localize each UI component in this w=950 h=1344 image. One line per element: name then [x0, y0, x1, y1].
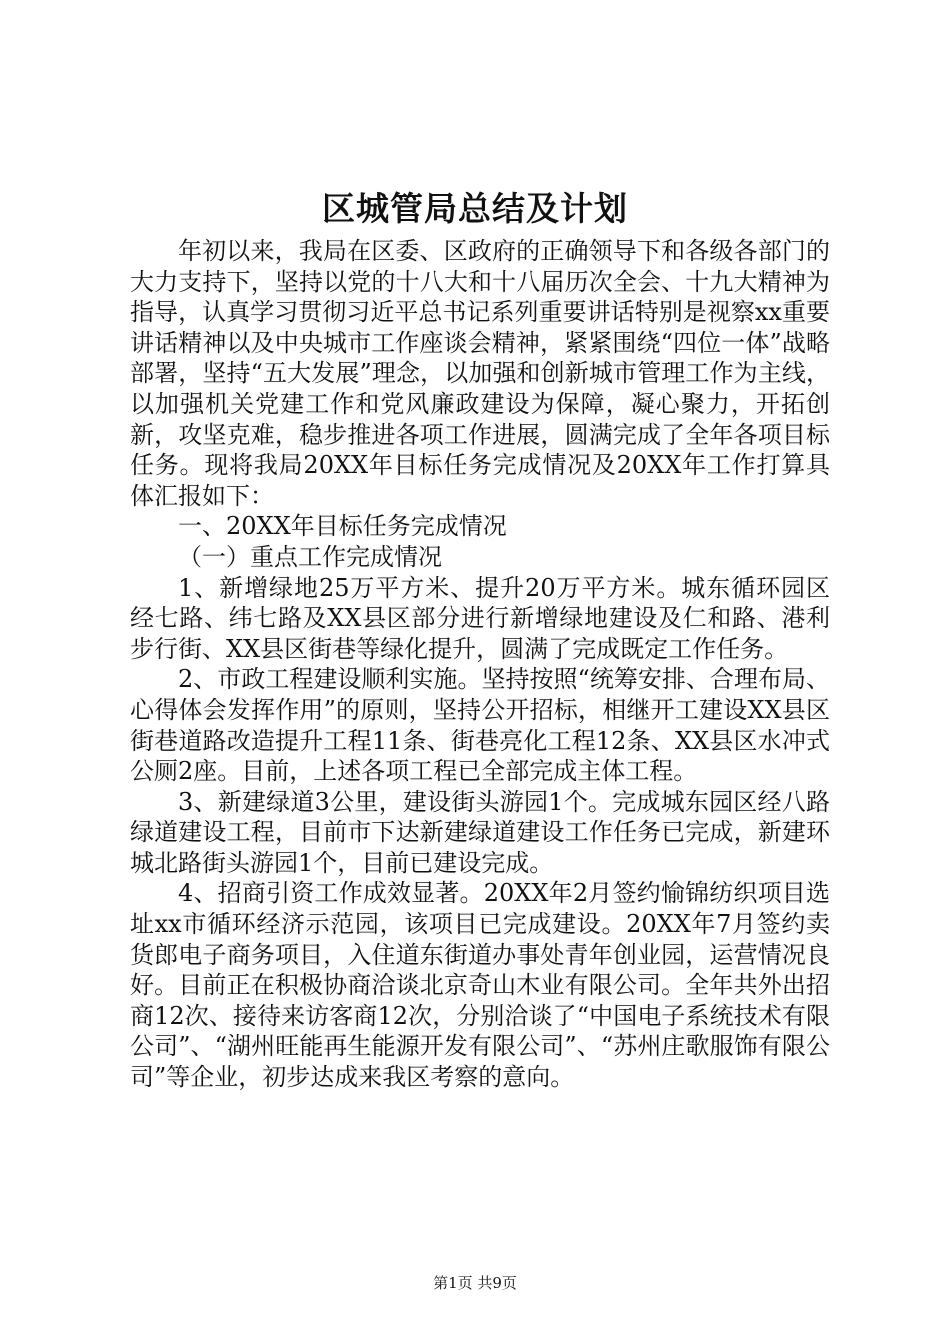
- page-number-footer: 第1页 共9页: [433, 1274, 517, 1292]
- item-paragraph-3: 3、新建绿道3公里，建设街头游园1个。完成城东园区经八路绿道建设工程，目前市下达新建绿道建设工作任务已完成，新建环城北路街头游园1个，目前已建设完成。: [130, 787, 830, 877]
- item-paragraph-1: 1、新增绿地25万平方米、提升20万平方米。城东循环园区经七路、纬七路及XX县区部分进行新增绿地建设及仁和路、港利步行街、XX县区街巷等绿化提升，圆满了完成既定工作任务。: [130, 573, 830, 663]
- intro-paragraph: 年初以来，我局在区委、区政府的正确领导下和各级各部门的大力支持下，坚持以党的十八大和十八届历次全会、十九大精神为指导，认真学习贯彻习近平总书记系列重要讲话特别是视察xx重要讲话精神以及中央城市工作座谈会精神，紧紧围绕“四位一体”战略部署，坚持“五大发展”理念，以加强和创新城市管理工作为主线，以加强机关党建工作和党风廉政建设为保障，凝心聚力，开拓创新，攻坚克难，稳步推进各项工作进展，圆满完成了全年各项目标任务。现将我局20XX年目标任务完成情况及20XX年工作打算具体汇报如下：: [130, 237, 830, 510]
- document-title: 区城管局总结及计划: [322, 189, 628, 228]
- item-paragraph-2: 2、市政工程建设顺利实施。坚持按照“统筹安排、合理布局、心得体会发挥作用”的原则，坚持公开招标，相继开工建设XX县区街巷道路改造提升工程11条、街巷亮化工程12条、XX县区水冲式公厕2座。目前，上述各项工程已全部完成主体工程。: [130, 665, 830, 786]
- document-body: [130, 236, 830, 1093]
- section-heading: 一、20XX年目标任务完成情况: [178, 512, 507, 541]
- subsection-heading: （一）重点工作完成情况: [178, 542, 442, 571]
- item-paragraph-4: 4、招商引资工作成效显著。20XX年2月签约愉锦纺织项目选址xx市循环经济示范园，该项目已完成建设。20XX年7月签约卖货郎电子商务项目，入住道东街道办事处青年创业园，运营情况良好。目前正在积极协商洽谈北京奇山木业有限公司。全年共外出招商12次、接待来访客商12次，分别洽谈了“中国电子系统技术有限公司”、“湖州旺能再生能源开发有限公司”、“苏州庄歌服饰有限公司”等企业，初步达成来我区考察的意向。: [130, 879, 830, 1092]
